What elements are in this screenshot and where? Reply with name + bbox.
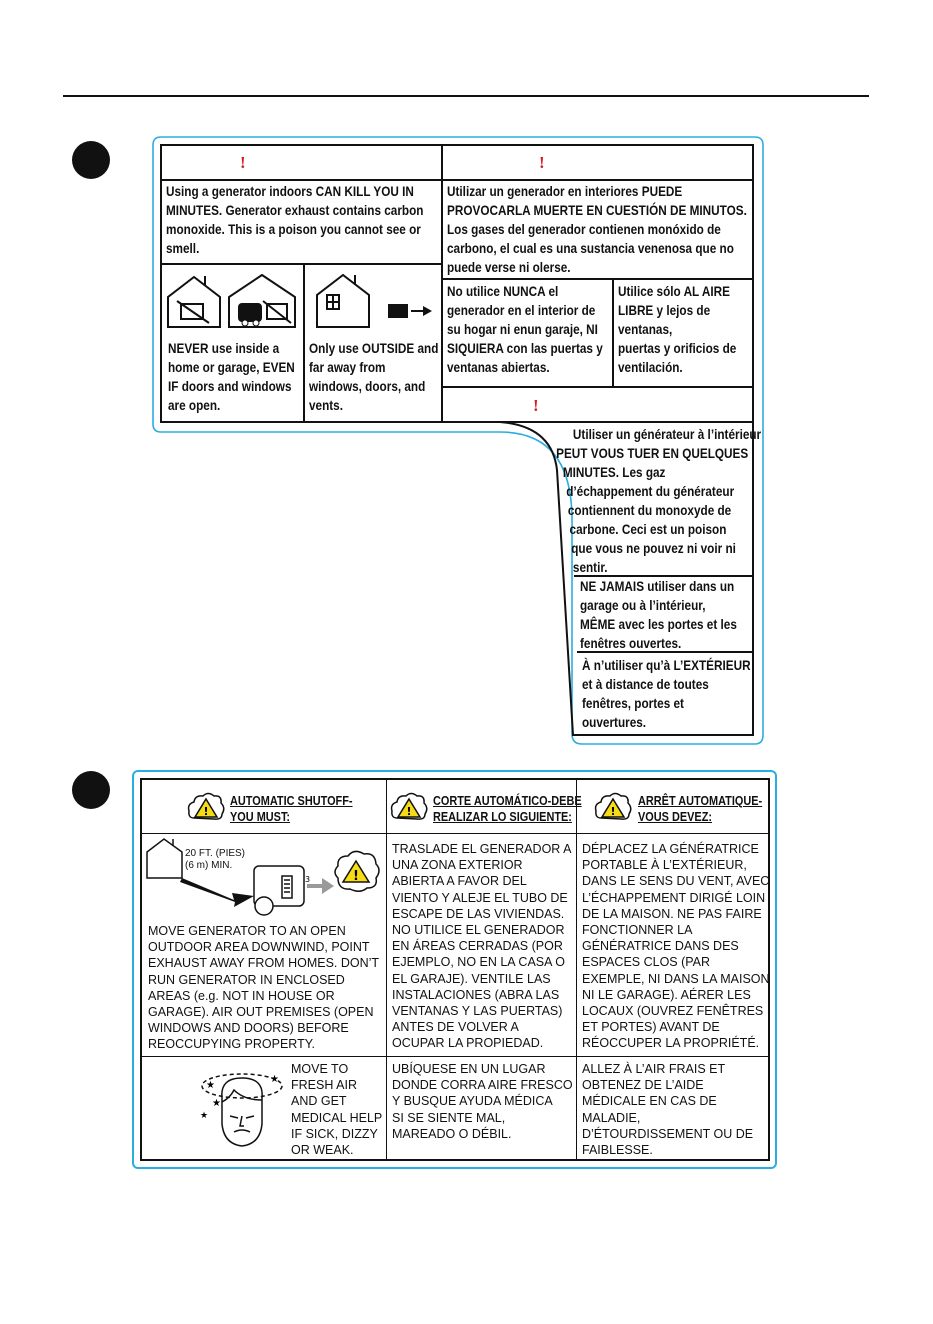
indoor-prohibited-icons [165,271,301,333]
fr-warning-line: contiennent du monoxyde de [567,502,732,518]
never-text-en: NEVER use inside a home or garage, EVEN IF doors and windows are open. [168,340,295,413]
svg-text:★: ★ [270,1074,279,1085]
svg-text:★: ★ [206,1080,215,1091]
exclamation-en: ! [240,153,246,172]
never-text-es: No utilice NUNCA el generador en el interior de su hogar ni enun garaje, NI SIQUIERA con las puertas y ventanas abiertas. [447,283,603,375]
svg-text:3: 3 [305,875,311,884]
outside-text-es: Utilice sólo AL AIRE LIBRE y lejos de ventanas, puertas y orificios de ventilación. [618,283,737,375]
svg-text:!: ! [610,805,616,818]
distance-label: 20 FT. (PIES) (6 m) MIN. [185,848,246,871]
fresh-air-text-en: MOVE TO FRESH AIR AND GET MEDICAL HELP IF SICK, DIZZY OR WEAK. [291,1062,383,1158]
move-text-es: TRASLADE EL GENERADOR A UNA ZONA EXTERIOR ABIERTA A FAVOR DEL VIENTO Y ALEJE EL TUBO DE ESCAPE DE LAS VIVIENDAS. NO UTILICE EL GENERADOR EN ÁREAS CERRADAS (POR EJEMPLO, NO EN LA CASA O EL GARAJE). VENTILE LAS INSTALACIONES (ABRA LAS VENTANAS Y LAS PUERTAS) ANTES DE VOLVER A OCUPAR LA PROPIEDAD. [392,842,572,1051]
fr-warning-line: Utiliser un générateur à l’intérieur [572,426,762,442]
svg-text:!: ! [203,805,209,818]
header-fr: ARRÊT AUTOMATIQUE- VOUS DEVEZ: [638,793,763,824]
generator-distance-icon [142,836,382,920]
header-en: AUTOMATIC SHUTOFF- YOU MUST: [230,793,353,824]
warning-text-es: Utilizar un generador en interiores PUEDE PROVOCARLA MUERTE EN CUESTIÓN DE MINUTOS. Los gases del generador contienen monóxido de carbono, el cual es una sustancia venenosa que no puede verse ni olerse. [447,183,747,275]
svg-text:★: ★ [212,1098,221,1109]
warning-text-fr [541,425,761,577]
warning-cloud-icon [186,790,226,824]
header-es: CORTE AUTOMÁTICO-DEBE REALIZAR LO SIGUIENTE: [433,793,582,824]
outdoor-use-icon [311,271,437,333]
svg-text:!: ! [406,805,412,818]
fr-warning-line: MINUTES. Les gaz [562,464,666,480]
warning-cloud-icon [593,790,633,824]
svg-text:★: ★ [200,1111,209,1121]
warning-cloud-icon [389,790,429,824]
move-text-en: MOVE GENERATOR TO AN OPEN OUTDOOR AREA DOWNWIND, POINT EXHAUST AWAY FROM HOMES. DON’T RUN GENERATOR IN ENCLOSED AREAS (e.g. NOT IN HOUSE OR GARAGE). AIR OUT PREMISES (OPEN WINDOWS AND DOORS) BEFORE REOCCUPYING PROPERTY. [148,924,380,1052]
svg-text:!: ! [353,869,359,884]
outside-text-en: Only use OUTSIDE and far away from windows, doors, and vents. [309,340,439,413]
fr-warning-line: carbone. Ceci est un poison [569,521,727,537]
exclamation-es: ! [539,153,545,172]
outside-text-fr: À n’utiliser qu’à L’EXTÉRIEUR et à distance de toutes fenêtres, portes et ouvertures. [582,657,751,730]
fresh-air-text-es: UBÍQUESE EN UN LUGAR DONDE CORRA AIRE FRESCO Y BUSQUE AYUDA MÉDICA SI SE SIENTE MAL, MAREADO O DÉBIL. [392,1062,573,1141]
dizzy-person-icon [200,1068,288,1152]
move-text-fr: DÉPLACEZ LA GÉNÉRATRICE PORTABLE À L’EXTÉRIEUR, DANS LE SENS DU VENT, AVEC L’ÉCHAPPEMENT DIRIGÉ LOIN DE LA MAISON. NE PAS FAIRE FONCTIONNER LA GÉNÉRATRICE DANS DES ESPACES CLOS (PAR EXEMPLE, NI DANS LA MAISON NI LE GARAGE). AÉRER LES LOCAUX (OUVREZ FENÊTRES ET PORTES) AVANT DE RÉOCCUPER LA PROPRIÉTÉ. [582,842,770,1051]
fresh-air-text-fr: ALLEZ À L’AIR FRAIS ET OBTENEZ DE L’AIDE MÉDICALE EN CAS DE MALADIE, D’ÉTOURDISSEMENT OU DE FAIBLESSE. [582,1062,754,1158]
fr-warning-line: que vous ne pouvez ni voir ni [571,540,736,556]
fr-warning-line: d’échappement du générateur [566,483,735,499]
warning-text-en: Using a generator indoors CAN KILL YOU IN MINUTES. Generator exhaust contains carbon monoxide. This is a poison you cannot see or smell. [166,183,424,256]
section-2-bullet [72,771,110,809]
fr-warning-line: sentir. [572,559,608,575]
fr-warning-line: PEUT VOUS TUER EN QUELQUES [556,445,749,461]
never-text-fr: NE JAMAIS utiliser dans un garage ou à l’intérieur, MÊME avec les portes et les fenêtres ouvertes. [580,578,737,651]
exclamation-fr: ! [533,396,539,415]
